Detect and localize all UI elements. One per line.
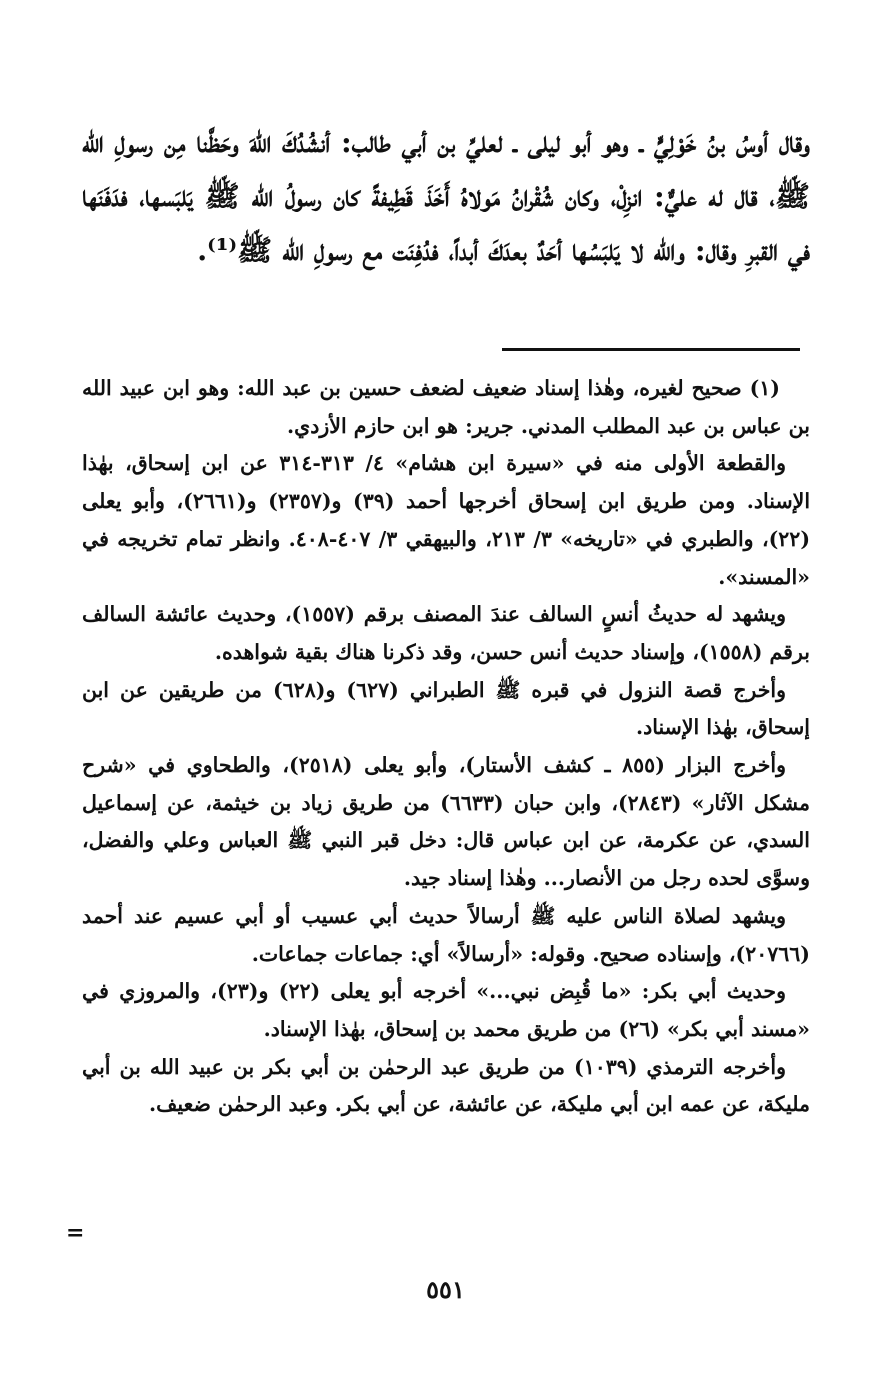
main-text-block [82,115,810,277]
page-number: ٥٥١ [426,1275,465,1304]
main-paragraph: وقال أوسُ بنُ خَوْلِيٍّ ـ وهو أبو ليلى ـ لعليِّ بن أبي طالب: أنشُدُكَ اللهَ وحَظَّنا مِن رسولِ الله ﷺ، قال له عليٌّ: انزِلْ، وكان شُقْرانُ مَولاهُ أَخَذَ قَطِيفةً كان رسولُ الله ﷺ يَلبَسها، فدَفَنَها في القبرِ وقال: والله لا يَلبَسُها أحَدٌ بعدَكَ أبداً، فدُفِنَت مع رسولِ الله ﷺ⁽¹⁾. [82,125,810,267]
footnote-paragraph: وأخرج قصة النزول في قبره ﷺ الطبراني (٦٢٧) و(٦٢٨) من طريقين عن ابن إسحاق، بهٰذا الإسناد. [82,677,810,740]
continuation-mark: = [66,1220,85,1246]
footnote-paragraph: وحديث أبي بكر: «ما قُبِض نبي...» أخرجه أبو يعلى (٢٢) و(٢٣)، والمروزي في «مسند أبي بكر» (٢٦) من طريق محمد بن إسحاق، بهٰذا الإسناد. [82,979,810,1041]
footnote-1: (١) صحيح لغيره، وهٰذا إسناد ضعيف لضعف حسين بن عبد الله: وهو ابن عبيد الله بن عباس بن عبد المطلب المدني. جرير: هو ابن حازم الأزدي. [82,376,810,438]
footnote-paragraph: وأخرجه الترمذي (١٠٣٩) من طريق عبد الرحمٰن بن أبي بكر بن عبيد الله بن أبي مليكة، عن عمه ابن أبي مليكة، عن عائشة، عن أبي بكر. وعبد الرحمٰن ضعيف. [82,1054,810,1117]
footnote-paragraph: ويشهد له حديثُ أنسٍ السالف عندَ المصنف برقم (١٥٥٧)، وحديث عائشة السالف برقم (١٥٥٨)، وإسناد حديث أنس حسن، وقد ذكرنا هناك بقية شواهده. [82,602,810,664]
footnotes-block [82,370,810,1124]
footnote-separator [502,348,800,351]
footnote-paragraph: ويشهد لصلاة الناس عليه ﷺ أرسالاً حديث أبي عسيب أو أبي عسيم عند أحمد (٢٠٧٦٦)، وإسناده صحيح. وقوله: «أرسالاً» أي: جماعات جماعات. [82,903,810,966]
footnote-paragraph: والقطعة الأولى منه في «سيرة ابن هشام» ٤/ ٣١٣-٣١٤ عن ابن إسحاق، بهٰذا الإسناد. ومن طريق ابن إسحاق أخرجها أحمد (٣٩) و(٢٣٥٧) و(٢٦٦١)، وأبو يعلى (٢٢)، والطبري في «تاريخه» ٣/ ٢١٣، والبيهقي ٣/ ٤٠٧-٤٠٨. وانظر تمام تخريجه في «المسند». [82,451,811,589]
footnote-paragraph: وأخرج البزار (٨٥٥ ـ كشف الأستار)، وأبو يعلى (٢٥١٨)، والطحاوي في «شرح مشكل الآثار» (٢٨٤٣)، وابن حبان (٦٦٣٣) من طريق زياد بن خيثمة، عن إسماعيل السدي، عن عكرمة، عن ابن عباس قال: دخل قبر النبي ﷺ العباس وعلي والفضل، وسوَّى لحده رجل من الأنصار... وهٰذا إسناد جيد. [82,753,811,891]
